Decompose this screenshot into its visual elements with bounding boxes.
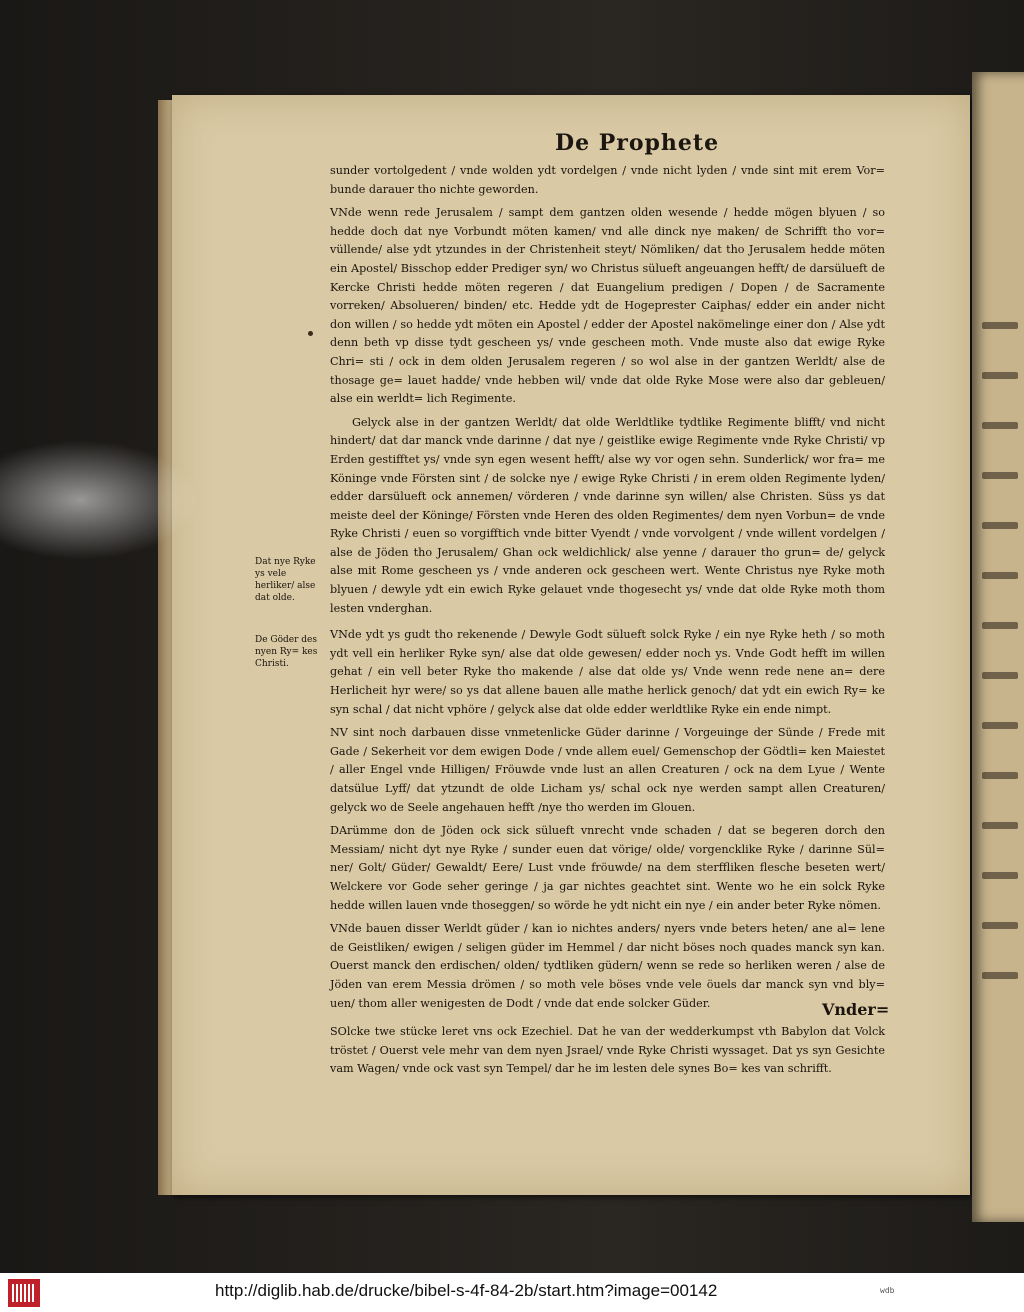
paragraph: SOlcke twe stücke leret vns ock Ezechiel. Dat he van der wedderkumpst vth Babylon dat Volck tröstet / Ouerst vele mehr van dem nyen Jsrael/ vnde Ryke Christi wyssaget. Dat ys syn Gesichte vam Wagen/ vnde ock vast syn Tempel/ dar he im lesten dele synes Bo= kes van schrifft.	[330, 1025, 885, 1076]
facing-page-fragment	[972, 72, 1024, 1222]
paragraph: VNde bauen disser Werldt güder / kan io nichtes anders/ nyers vnde beters heten/ ane al= lene de Geistliken/ ewigen / seligen güder im Hemmel / dar nicht böses noch quades manck syn kan. Ouerst manck den erdischen/ olden/ tydtliken güdern/ wenn se rede so herliken weren / alse de Jöden van erem Messia drömen / so moth vele böses vnde vele öuels dar manck syn vnd bly= uen/ thom aller wenigesten de Dodt / vnde dat ende solcker Güder.	[330, 922, 885, 1010]
main-text-block	[330, 162, 885, 1084]
running-head: De Prophete	[555, 130, 720, 156]
catchword: Vnder=	[822, 1000, 890, 1019]
paragraph: NV sint noch darbauen disse vnmetenlicke Güder darinne / Vorgeuinge der Sünde / Frede mit Gade / Sekerheit vor dem ewigen Dode / vnde allem euel/ Gemenschop der Gödtli= ken Maiestet / aller Engel vnde Hilligen/ Fröuwde vnde lust an allen Creaturen / ock na dem Lyue / Wente datsülue Lyff/ dat ytzundt de olde Licham ys/ schal ock nye werden sampt allen Creaturen/ gelyck wo de Seele angehauen hefft /nye tho werden im Glouen.	[330, 726, 885, 814]
paragraph: VNde wenn rede Jerusalem / sampt dem gantzen olden wesende / hedde mögen blyuen / so hedde doch dat nye Vorbundt möten kamen/ vnd alle dinck nye maken/ de Schrifft tho vor= vüllende/ alse ydt ytzundes in der Christenheit steyt/ Nömliken/ dat tho Jerusalem hedde möten ein Apostel/ Bisschop edder Prediger syn/ wo Christus sülueft angeuangen hefft/ de darsülueft de Kercke Christi hedde möten regeren / dat Euangelium predigen / Dopen / de Sacramente vorreken/ Absolueren/ binden/ etc. Hedde ydt de Hogeprester Caiphas/ edder ein ander nicht don willen / so hedde ydt möten ein Apostel / edder der Apostel nakömelinge einer don / Alse ydt denn beth vp disse tydt gescheen ys/ vnde gescheen moth. Vnde muste also dat ewige Ryke Chri= sti / ock in dem olden Jerusalem regeren / so wol alse in der gantzen Werldt/ alse de thosage ge= lauet hadde/ vnde hebben wil/ vnde dat olde Ryke Mose were also dar gebleuen/ alse ein werldt= lich Regimente.	[330, 206, 885, 406]
paragraph: VNde ydt ys gudt tho rekenende / Dewyle Godt sülueft solck Ryke / ein nye Ryke heth / so moth ydt vell ein herliker Ryke syn/ alse dat olde gewesen/ edder noch ys. Vnde Godt hefft im willen gehat / ein vell beter Ryke tho makende / alse dat olde ys/ Vnde wenn rede nene an= dere Herlicheit hyr were/ so ys dat allene bauen alle mathe herlick genoch/ dat ydt ein ewich Ry= ke syn schal / dat nicht vphöre / gelyck alse dat olde edder werldtlike Ryke ein ende nimpt.	[330, 628, 885, 716]
page-url-link[interactable]: http://diglib.hab.de/drucke/bibel-s-4f-84-2b/start.htm?image=00142	[215, 1281, 718, 1300]
light-glare	[0, 440, 200, 560]
page-code: wdb	[880, 1286, 895, 1295]
paragraph: sunder vortolgedent / vnde wolden ydt vordelgen / vnde nicht lyden / vnde sint mit erem Vor= bunde darauer tho nichte geworden.	[330, 164, 885, 196]
viewer-footer	[0, 1273, 1024, 1312]
margin-note: Dat nye Ryke ys vele herliker/ alse dat olde.	[255, 557, 316, 603]
paragraph: DArümme don de Jöden ock sick sülueft vnrecht vnde schaden / dat se begeren dorch den Messiam/ nicht dyt nye Ryke / sunder euen dat vörige/ olde/ vorgencklike Ryke / darinne Sül= ner/ Golt/ Güder/ Gewaldt/ Eere/ Lust vnde fröuwde/ na dem sterffliken flesche beseten wert/ Welckere vor Gode seher geringe / ja gar nichtes geachtet sint. Wente wo he ein solck Ryke hedde willen lauen vnde thoseggen/ so wörde he ydt nicht ein nye / ein ander beter Ryke nömen.	[330, 824, 885, 912]
library-logo-icon	[8, 1279, 40, 1307]
margin-note: De Göder des nyen Ry= kes Christi.	[255, 635, 318, 669]
paragraph: Gelyck alse in der gantzen Werldt/ dat olde Werldtlike tydtlike Regimente blifft/ vnd nicht hindert/ dat dar manck vnde darinne / dat nye / geistlike ewige Regimente vnde Ryke Christi/ vp Erden gestifftet ys/ vnde syn egen wesent hefft/ alse wy vor ogen sehn. Sunderlick/ wor fra= me Köninge vnde Försten sint / de solcke nye / ewige Ryke Christi / in erem olden Regimente lyden/ edder darsülueft ock annemen/ vörderen / vnde darinne syn willen/ alse Christen. Süss ys dat meiste deel der Köninge/ Försten vnde Heren des olden Regimentes/ dem nyen Vorbun= de vnde Ryke Christi / euen so vorgifftich vnde bitter Vyendt / vnde vorvolgent / vnde willent vordelgen / alse de Jöden tho Jerusalem/ Ghan ock weldichlick/ alse yenne / darauer tho grun= de/ gelyck alse mit Rome gescheen ys / vnde anderen ock gescheen wert. Wente Christus nye Ryke moth blyuen / dewyle ydt ein ewich Ryke gelauet vnde thogesecht ys/ vnde dat olde Ryke moth thom lesten vnderghan.	[330, 415, 885, 615]
ink-spot	[308, 331, 313, 336]
